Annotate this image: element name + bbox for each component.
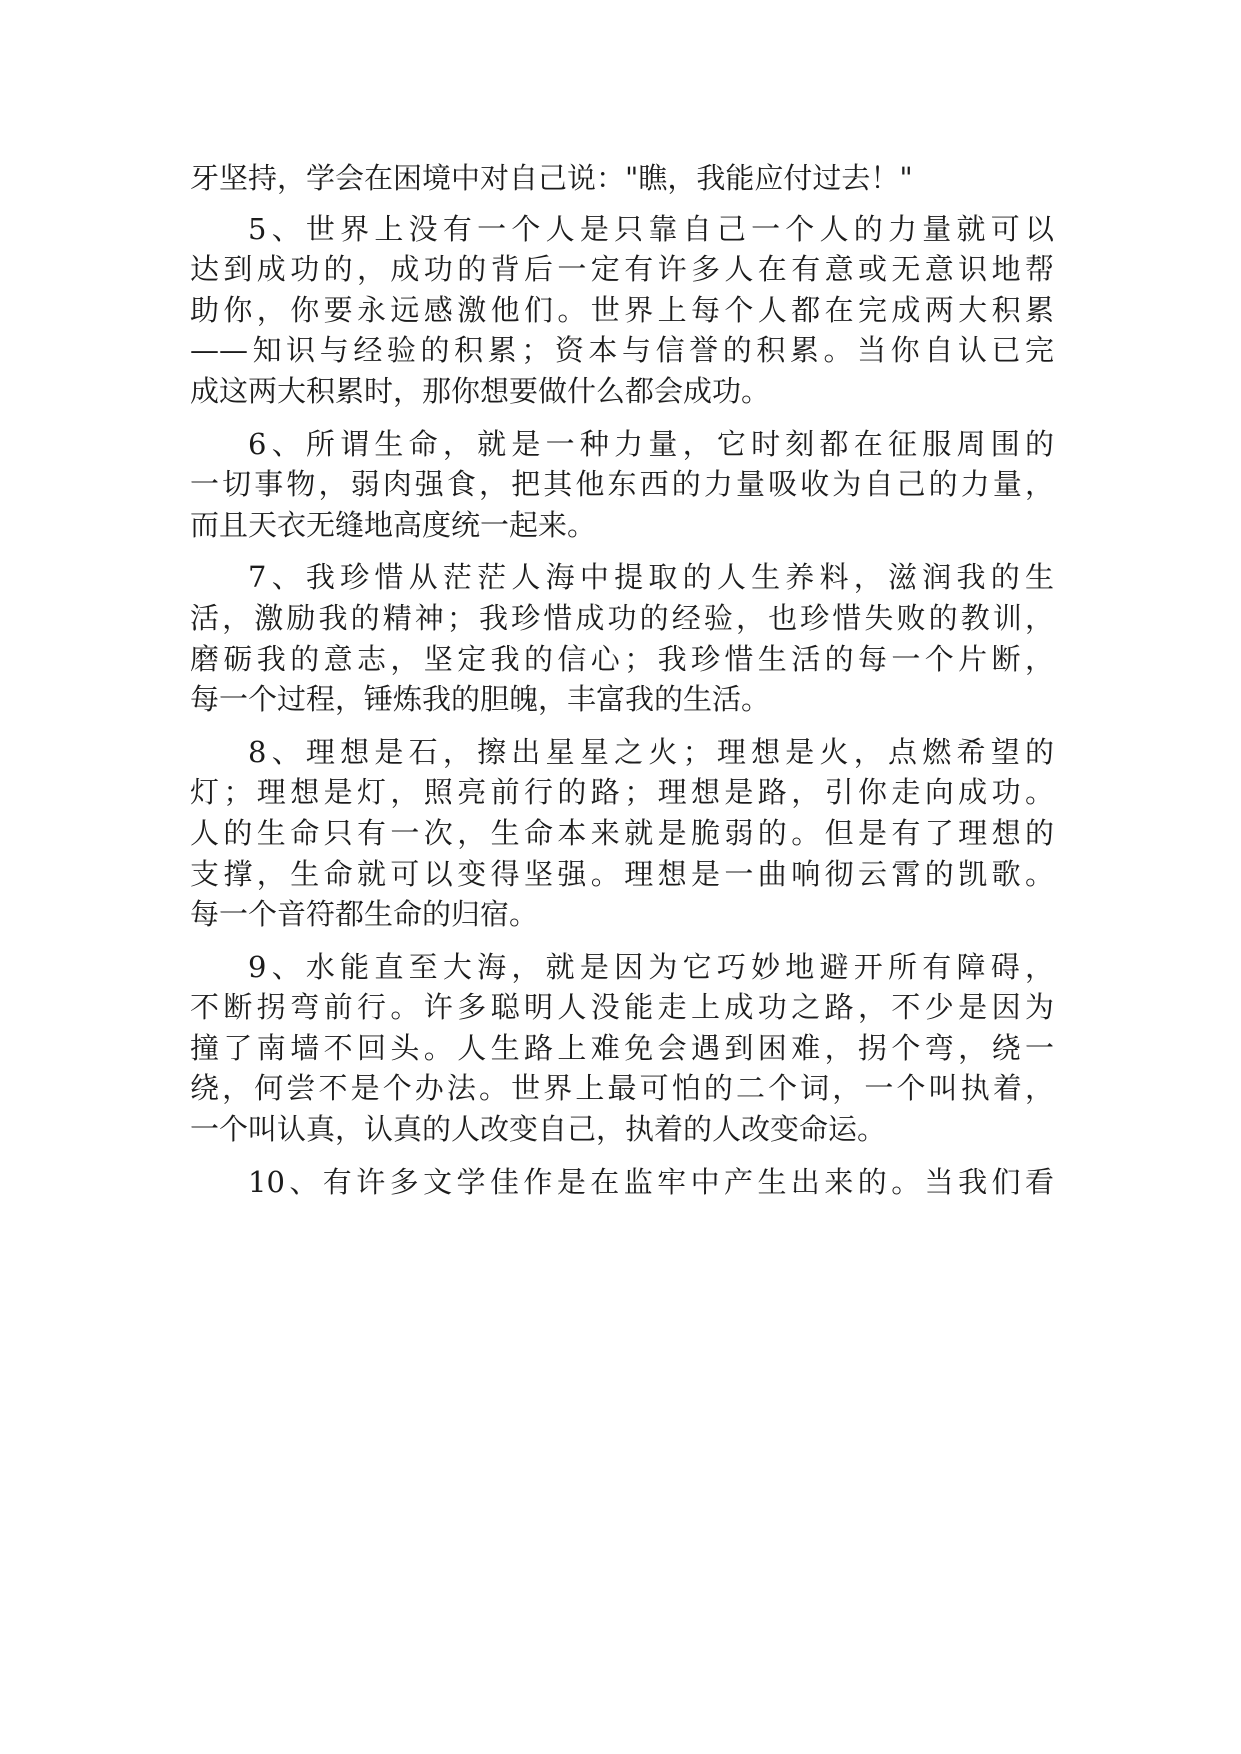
text-line: 10、有许多文学佳作是在监牢中产生出来的。当我们看: [248, 1164, 1054, 1199]
text-line: 6、所谓生命，就是一种力量，它时刻都在征服周围的: [248, 426, 1054, 461]
text-line: 支撑，生命就可以变得坚强。理想是一曲响彻云霄的凯歌。: [190, 856, 1054, 891]
text-line: 灯；理想是灯，照亮前行的路；理想是路，引你走向成功。: [190, 775, 1054, 810]
text-line: 一切事物，弱肉强食，把其他东西的力量吸收为自己的力量，: [190, 467, 1054, 502]
text-line: 9、水能直至大海，就是因为它巧妙地避开所有障碍，: [248, 949, 1054, 984]
text-line: 每一个音符都生命的归宿。: [190, 897, 539, 932]
text-line: 活，激励我的精神；我珍惜成功的经验，也珍惜失败的教训，: [190, 600, 1054, 635]
text-line: 5、世界上没有一个人是只靠自己一个人的力量就可以: [248, 211, 1054, 246]
text-line: 7、我珍惜从茫茫人海中提取的人生养料，滋润我的生: [248, 560, 1054, 595]
text-line: 一个叫认真，认真的人改变自己，执着的人改变命运。: [190, 1112, 887, 1147]
paragraph-5: [190, 209, 1054, 412]
document-body: [190, 158, 1054, 1202]
text-line: 达到成功的，成功的背后一定有许多人在有意或无意识地帮: [190, 252, 1054, 287]
text-line: 不断拐弯前行。许多聪明人没能走上成功之路，不少是因为: [190, 990, 1054, 1025]
paragraph-6: [190, 424, 1054, 546]
text-line: 牙坚持，学会在困境中对自己说："瞧，我能应付过去！": [190, 161, 913, 195]
text-line: 8、理想是石，擦出星星之火；理想是火，点燃希望的: [248, 734, 1054, 769]
text-line: 绕，何尝不是个办法。世界上最可怕的二个词，一个叫执着，: [190, 1071, 1054, 1106]
paragraph-10: [190, 1162, 1054, 1203]
text-line: 磨砺我的意志，坚定我的信心；我珍惜生活的每一个片断，: [190, 641, 1054, 676]
text-line: 助你，你要永远感激他们。世界上每个人都在完成两大积累: [190, 292, 1054, 327]
text-line: ——知识与经验的积累；资本与信誉的积累。当你自认已完: [190, 333, 1054, 368]
text-line: 而且天衣无缝地高度统一起来。: [190, 507, 597, 542]
text-line: 每一个过程，锤炼我的胆魄，丰富我的生活。: [190, 682, 771, 717]
paragraph-9: [190, 947, 1054, 1150]
paragraph-8: [190, 732, 1054, 935]
text-line: 人的生命只有一次，生命本来就是脆弱的。但是有了理想的: [190, 815, 1054, 850]
paragraph-7: [190, 557, 1054, 719]
paragraph-continuation: [190, 158, 1054, 199]
text-line: 撞了南墙不回头。人生路上难免会遇到困难，拐个弯，绕一: [190, 1030, 1054, 1065]
text-line: 成这两大积累时，那你想要做什么都会成功。: [190, 373, 771, 408]
